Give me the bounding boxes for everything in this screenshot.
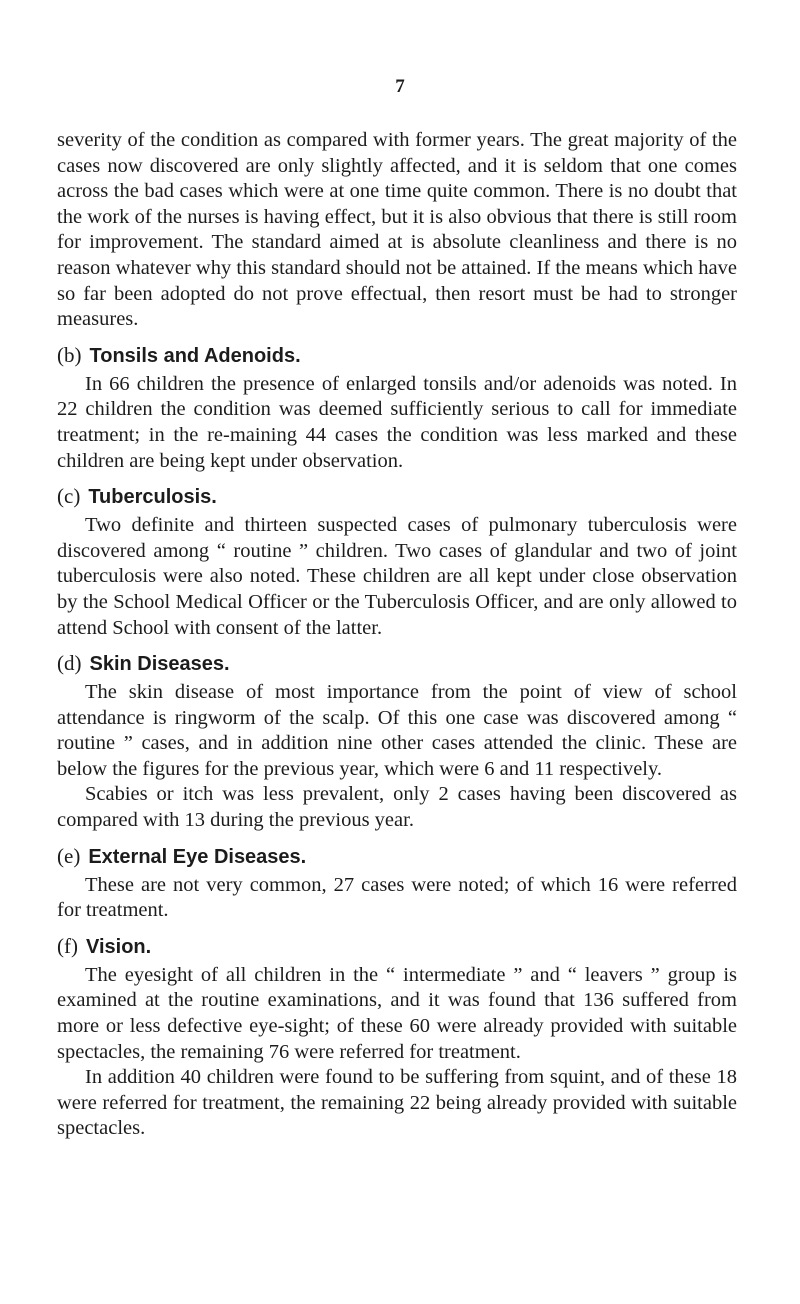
section-heading [57,843,737,870]
section-heading [57,483,737,510]
section-heading [57,650,737,677]
section-external-eye-diseases [57,843,737,924]
section-heading [57,933,737,960]
section-paragraph: These are not very common, 27 cases were noted; of which 16 were referred for treatment. [57,873,737,922]
section-tonsils-adenoids [57,342,737,474]
section-letter: (f) [57,933,78,958]
section-letter: (c) [57,484,81,509]
section-title: Skin Diseases. [89,653,230,676]
section-skin-diseases [57,650,737,834]
section-paragraph: In 66 children the presence of enlarged tonsils and/or adenoids was noted. In 22 children the condition was deemed sufficiently serious to call for immediate treatment; in the re-maining 44 cases the condition was less marked and these children are being kept under observation. [57,372,737,472]
section-title: External Eye Diseases. [88,845,307,868]
document-body [57,128,737,1142]
intro-paragraph: severity of the condition as compared with former years. The great majority of the cases now discovered are only slightly affected, and it is seldom that one comes across the bad cases which were at one time quite common. There is no doubt that the work of the nurses is having effect, but it is also obvious that there is still room for improvement. The standard aimed at is absolute cleanliness and there is no reason whatever why this standard should not be attained. If the means which have so far been adopted do not prove effectual, then resort must be had to stronger measures. [57,129,737,331]
section-heading [57,342,737,369]
section-paragraph: Scabies or itch was less prevalent, only 2 cases having been discovered as compared with 13 during the previous year. [57,783,737,832]
section-paragraph: The eyesight of all children in the “ intermediate ” and “ leavers ” group is examined at the routine examinations, and it was found that 136 suffered from more or less defective eye-sight; of these 60 were already provided with suitable spectacles, the remaining 76 were referred for treatment. [57,963,737,1063]
section-letter: (b) [57,342,82,367]
section-title: Vision. [85,935,152,958]
section-paragraph: The skin disease of most importance from the point of view of school attendance is ringworm of the scalp. Of this one case was discovered among “ routine ” cases, and in addition nine other cases attended the clinic. These are below the figures for the previous year, which were 6 and 11 respectively. [57,681,737,780]
section-title: Tonsils and Adenoids. [89,344,301,367]
section-tuberculosis [57,483,737,641]
section-vision [57,933,737,1142]
section-title: Tuberculosis. [88,486,217,509]
section-paragraph: In addition 40 children were found to be suffering from squint, and of these 18 were referred for treatment, the remaining 22 being already provided with suitable spectacles. [57,1066,737,1140]
page-number: 7 [395,76,405,97]
section-letter: (d) [57,651,82,676]
section-letter: (e) [57,843,81,868]
section-paragraph: Two definite and thirteen suspected cases of pulmonary tuberculosis were discovered among “ routine ” children. Two cases of glandular and two of joint tuberculosis were also noted. These children are all kept under close observation by the School Medical Officer or the Tuberculosis Officer, and are only allowed to attend School with consent of the latter. [57,514,737,639]
